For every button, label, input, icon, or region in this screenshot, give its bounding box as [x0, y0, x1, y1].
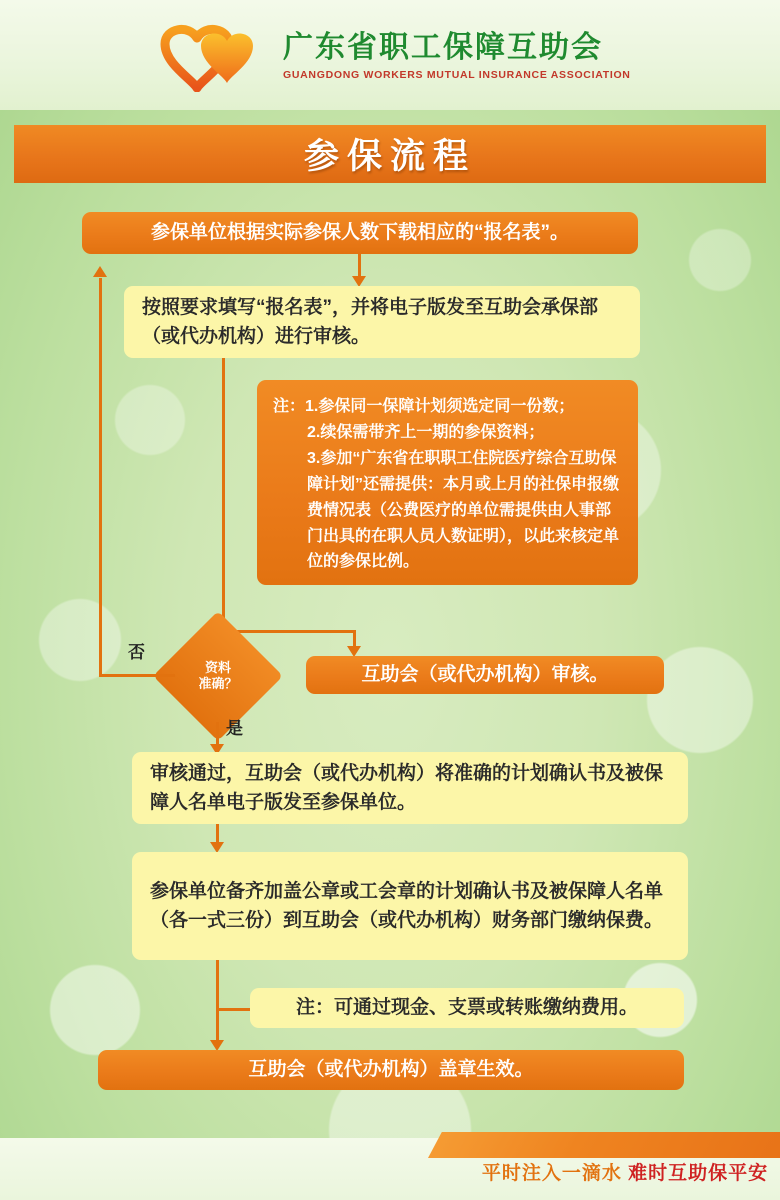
connector-note2-line — [216, 1008, 250, 1011]
footer-accent-band — [428, 1132, 780, 1158]
org-name-cn: 广东省职工保障互助会 — [283, 31, 603, 64]
connector-no-up — [99, 278, 102, 674]
logo-text — [283, 31, 631, 81]
connector-step1-step2 — [358, 254, 361, 278]
decision-line-1: 资料 — [204, 659, 231, 675]
connector-no-branch — [99, 674, 175, 677]
flow-step-3 — [306, 656, 664, 694]
note-1-item-3: 3.参加“广东省在职职工住院医疗综合互助保障计划”还需提供：本月或上月的社保申报缴费情况表（公费医疗的单位需提供由人事部门出具的在职人员人数证明），以此来核定单位的参保比例。 — [307, 449, 620, 571]
decision-line-2: 准确？ — [198, 676, 238, 691]
org-name-en: GUANGDONG WORKERS MUTUAL INSURANCE ASSOCIATION — [283, 69, 631, 81]
flow-step-1-text: 参保单位根据实际参保人数下载相应的“报名表”。 — [150, 222, 569, 244]
connector-step2-down — [222, 358, 225, 630]
arrowhead-no-branch — [93, 266, 107, 277]
decision-yes-label: 是 — [226, 719, 243, 738]
flow-step-4 — [132, 752, 688, 824]
note-2-label: 注： — [295, 997, 334, 1019]
footer-slogan-highlight: 难时互助保平安 — [628, 1163, 769, 1184]
flow-step-4-text: 审核通过，互助会（或代办机构）将准确的计划确认书及被保障人名单电子版发至参保单位。 — [150, 762, 664, 813]
page-title: 参保流程 — [303, 137, 476, 176]
flow-step-2 — [124, 286, 640, 358]
note-1-item-2: 2.续保需带齐上一期的参保资料； — [307, 423, 545, 441]
decision-diamond-label — [172, 630, 264, 722]
note-1-item-1: 1.参保同一保障计划须选定同一份数； — [305, 398, 575, 415]
flow-step-5-text: 参保单位备齐加盖公章或工会章的计划确认书及被保障人名单（各一式三份）到互助会（或代办机构）财务部门缴纳保费。 — [150, 880, 664, 931]
header — [0, 0, 780, 110]
note-1-row-2 — [273, 420, 622, 446]
note-1-row-3 — [273, 446, 622, 576]
note-2-text: 可通过现金、支票或转账缴纳费用。 — [334, 997, 639, 1019]
logo-block — [155, 20, 631, 92]
flow-step-2-text: 按照要求填写“报名表”，并将电子版发至互助会承保部（或代办机构）进行审核。 — [142, 296, 599, 347]
note-1-row-1 — [273, 394, 622, 420]
flow-step-5 — [132, 852, 688, 960]
page-title-bar — [14, 125, 766, 183]
double-heart-logo-icon — [155, 20, 273, 92]
footer-slogan-plain: 平时注入一滴水 — [481, 1163, 629, 1184]
flow-step-6 — [98, 1050, 684, 1090]
note-1-label: 注： — [273, 398, 306, 415]
flow-step-1 — [82, 212, 638, 254]
decision-no-label: 否 — [128, 643, 145, 662]
footer-slogan — [470, 1158, 780, 1185]
flow-step-3-text: 互助会（或代办机构）审核。 — [361, 664, 609, 686]
flow-note-1 — [257, 380, 638, 585]
connector-step5-note2 — [216, 960, 219, 1042]
flow-note-2 — [250, 988, 684, 1028]
flow-step-6-text: 互助会（或代办机构）盖章生效。 — [248, 1059, 534, 1081]
